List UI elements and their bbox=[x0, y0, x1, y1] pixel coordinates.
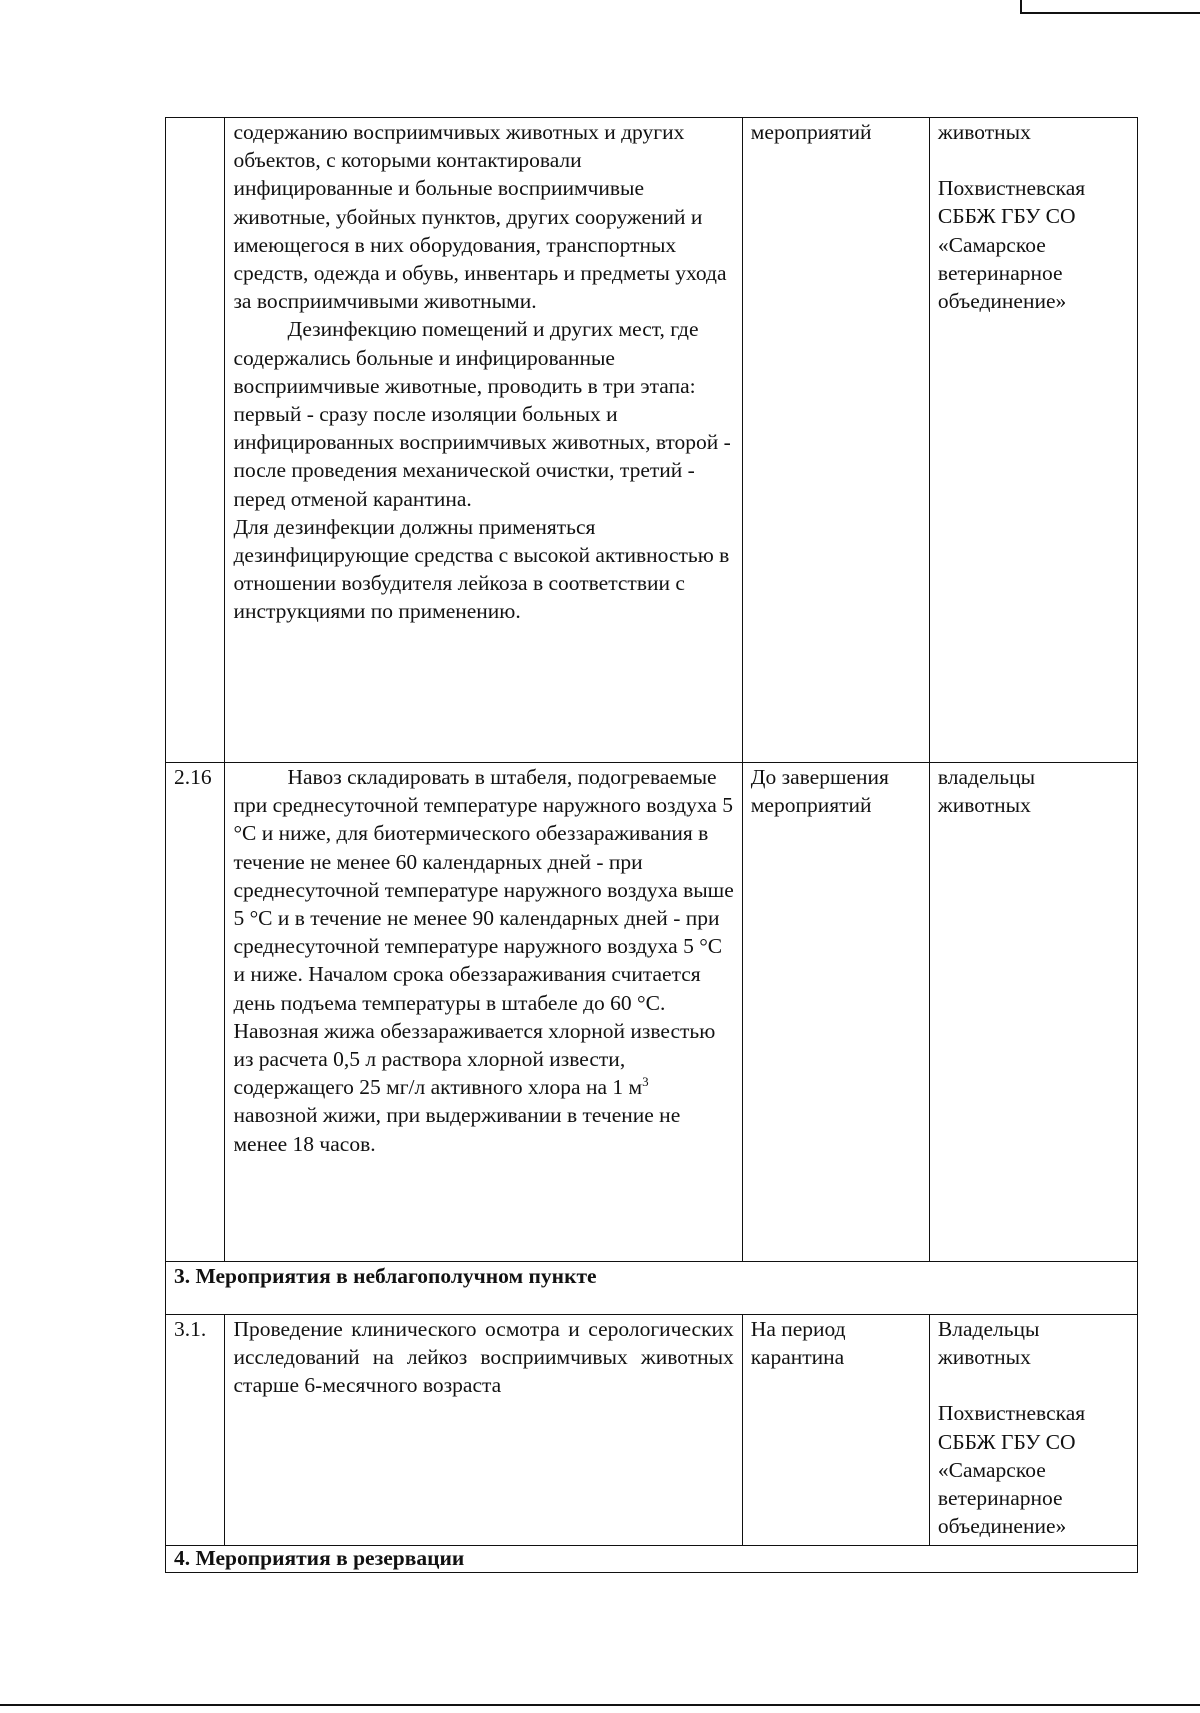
section-heading-3: 3. Мероприятия в неблагополучном пункте bbox=[166, 1262, 1138, 1315]
page-bottom-edge bbox=[0, 1704, 1200, 1706]
cell-measure-description: Навоз складировать в штабеля, подогреваемые при среднесуточной температуре наружного воздуха 5 °С и ниже, для биотермического обеззараживания в течение не менее 60 календарных дней - при среднесуточной температуре наружного воздуха выше 5 °С и в течение не менее 90 календарных дней - при среднесуточной температуре наружного воздуха 5 °С и ниже. Началом срока обеззараживания считается день подъема температуры в штабеле до 60 °С. Навозная жижа обеззараживается хлорной известью из расчета 0,5 л раствора хлорной извести, содержащего 25 мг/л активного хлора на 1 $м^3$ навозной жижи, при выдерживании в течение не менее 18 часов. bbox=[225, 763, 742, 1262]
cell-responsible bbox=[929, 118, 1137, 763]
responsible-vet-org: Похвистневская СББЖ ГБУ СО «Самарское ветеринарное объединение» bbox=[937, 1401, 1086, 1539]
cell-responsible: владельцы животных bbox=[929, 763, 1137, 1262]
cell-measure-description: Проведение клинического осмотра и серологических исследований на лейкоз восприимчивых животных старше 6-месячного возраста bbox=[225, 1315, 742, 1546]
responsible-owners: животных bbox=[937, 120, 1031, 144]
section-row bbox=[166, 1262, 1138, 1315]
table-row-continued bbox=[166, 118, 1138, 763]
paragraph: содержанию восприимчивых животных и других объектов, с которыми контактировали инфицированные и больные восприимчивые животные, убойных пунктов, других сооружений и имеющегося в них оборудования, транспортных средств, одежда и обувь, инвентарь и предметы ухода за восприимчивыми животными. bbox=[233, 120, 727, 314]
page-edge-mark bbox=[1020, 0, 1200, 14]
cell-number: 3.1. bbox=[166, 1315, 225, 1546]
section-row bbox=[166, 1546, 1138, 1573]
cell-deadline: До завершения мероприятий bbox=[742, 763, 929, 1262]
table-row-3-1 bbox=[166, 1315, 1138, 1546]
cell-number: 2.16 bbox=[166, 763, 225, 1262]
table-row-2-16 bbox=[166, 763, 1138, 1262]
measures-table bbox=[165, 117, 1138, 1573]
cell-measure-description bbox=[225, 118, 742, 763]
cell-deadline: На период карантина bbox=[742, 1315, 929, 1546]
paragraph: Дезинфекцию помещений и других мест, где содержались больные и инфицированные восприимчивые животные, проводить в три этапа: первый - сразу после изоляции больных и инфицированных восприимчивых животных, второй - после проведения механической очистки, третий - перед отменой карантина. bbox=[233, 317, 731, 511]
cell-responsible bbox=[929, 1315, 1137, 1546]
responsible-vet-org: Похвистневская СББЖ ГБУ СО «Самарское ветеринарное объединение» bbox=[937, 176, 1086, 314]
cell-deadline: мероприятий bbox=[742, 118, 929, 763]
section-heading-4: 4. Мероприятия в резервации bbox=[166, 1546, 1138, 1573]
responsible-owners: Владельцы животных bbox=[937, 1317, 1040, 1370]
paragraph: Для дезинфекции должны применяться дезинфицирующие средства с высокой активностью в отношении возбудителя лейкоза в соответствии с инструкциями по применению. bbox=[233, 514, 730, 624]
cell-number-empty bbox=[166, 118, 225, 763]
